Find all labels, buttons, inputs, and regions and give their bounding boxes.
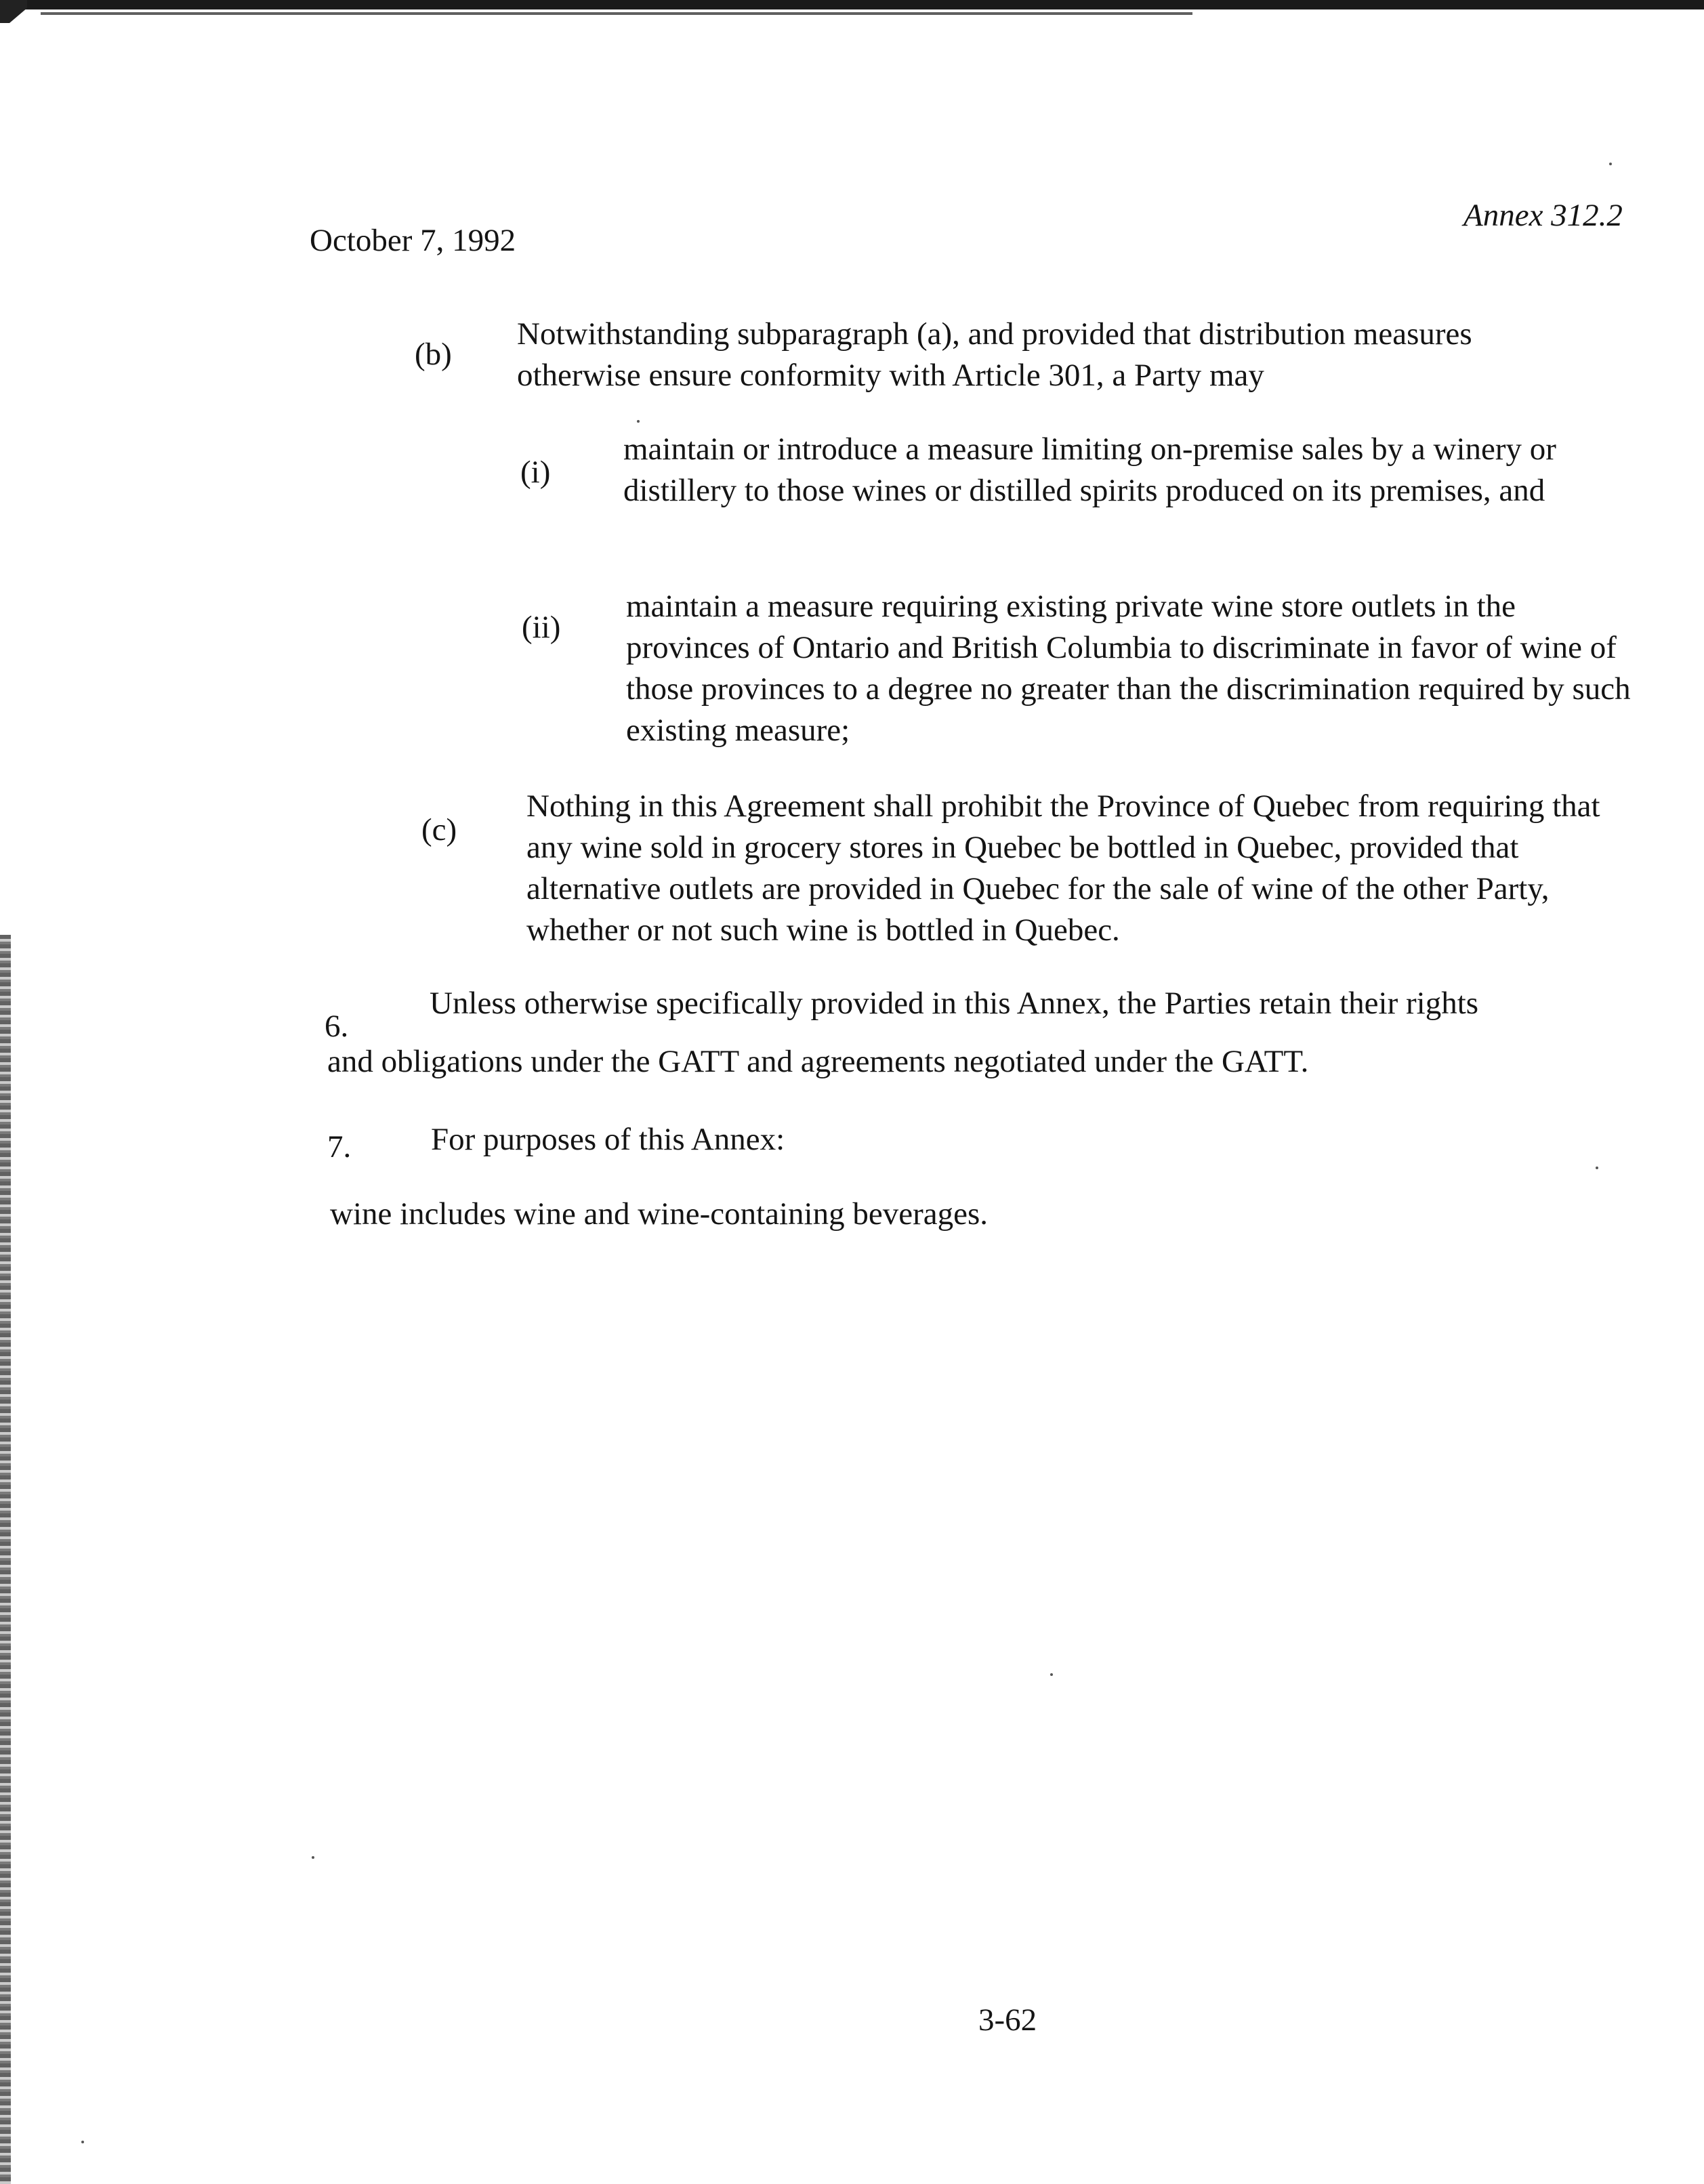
item-b-ii-text: maintain a measure requiring existing private wine store outlets in the provinces of Ontario and British Columbia to discriminate in favor of wine of those provinces to a degree no greater than the discrimination required by such existing measure; xyxy=(626,589,1631,748)
scan-speck xyxy=(312,1856,314,1859)
scan-corner-mark xyxy=(0,0,27,23)
scan-border-top-shadow xyxy=(41,12,1192,15)
paragraph-6-text-line-1: Unless otherwise specifically provided in this Annex, the Parties retain their rights xyxy=(430,986,1479,1021)
item-b-ii-label: (ii) xyxy=(522,610,561,645)
item-c-text: Nothing in this Agreement shall prohibit the Province of Quebec from requiring that any wine sold in grocery stores in Quebec be bottled in Quebec, provided that alternative outlets are provided in Quebec for the sale of wine of the other Party, whether or not such wine is bottled in Quebec. xyxy=(526,789,1600,948)
item-b-text: Notwithstanding subparagraph (a), and provided that distribution measures otherwise ensure conformity with Article 301, a Party may xyxy=(517,316,1472,393)
scan-speck xyxy=(1050,1673,1053,1676)
paragraph-6-number: 6. xyxy=(325,1009,349,1044)
annex-label: Annex 312.2 xyxy=(1463,198,1623,233)
scan-speck xyxy=(81,2141,84,2143)
scan-speck xyxy=(1609,163,1612,165)
paragraph-7-text: For purposes of this Annex: xyxy=(431,1122,785,1157)
document-date: October 7, 1992 xyxy=(310,223,516,258)
page-number: 3-62 xyxy=(978,2002,1037,2038)
definition-wine: wine includes wine and wine-containing beverages. xyxy=(330,1196,989,1232)
item-b-label: (b) xyxy=(415,337,452,372)
scan-border-top xyxy=(0,0,1704,9)
paragraph-7-number: 7. xyxy=(327,1129,352,1164)
scan-border-left xyxy=(0,935,11,2184)
item-b-i-text: maintain or introduce a measure limiting on-premise sales by a winery or distillery to those wines or distilled spirits produced on its premises, and xyxy=(623,432,1556,508)
paragraph-6-text-line-2: and obligations under the GATT and agreements negotiated under the GATT. xyxy=(327,1044,1309,1079)
scan-speck xyxy=(1596,1167,1598,1169)
item-c-label: (c) xyxy=(421,812,457,847)
scan-speck xyxy=(637,420,640,423)
item-b-i-label: (i) xyxy=(520,455,551,490)
